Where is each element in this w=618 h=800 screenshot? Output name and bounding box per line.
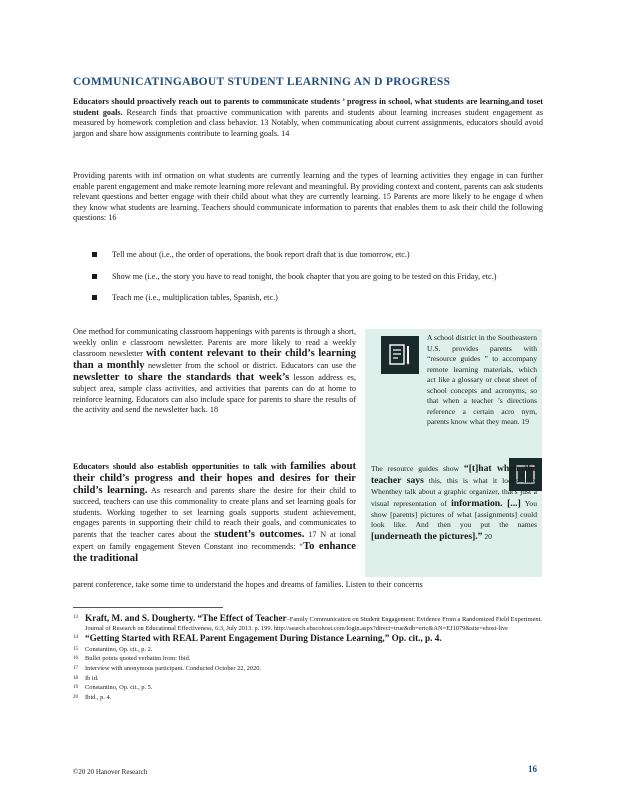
callout-part: 20 bbox=[482, 531, 492, 541]
paragraph-4-emphasis: families about their child’s progress and their hopes and desires for their child’s learning. bbox=[73, 461, 357, 496]
footnote bbox=[73, 694, 543, 703]
footnote-text: Constantino, Op. cit., p. 2. bbox=[85, 645, 153, 653]
callout-part: this, this is what it looks like. Whenthey talk about a graphic organizer, that's just a visual representation of bbox=[371, 476, 537, 508]
footnote-number: 19 bbox=[73, 685, 78, 691]
footnote bbox=[73, 655, 543, 664]
footnote bbox=[73, 665, 543, 674]
footnote bbox=[73, 634, 543, 645]
callout-text-1: A school district in the Southeastern U.S. provides parents with “resource guides ” to accompany remote learning materials, which act like a glossary or cheat sheet of school concepts and acronyms, so that when a teacher ’s directions reference a certain acro nym, parents know what they mean. 19 bbox=[427, 333, 537, 426]
footnote-text: Ib id. bbox=[85, 674, 99, 682]
callout-emphasis: [underneath the pictures].” bbox=[371, 530, 483, 542]
page-number: 16 bbox=[528, 764, 537, 774]
footnote-text: Kraft, M. and S. Dougherty. “The Effect of Teacher bbox=[85, 613, 287, 623]
paragraph-3-part: newsletter from the school or district. Educators can use the bbox=[147, 361, 357, 371]
paragraph-4-emphasis: student’s outcomes. bbox=[214, 528, 305, 540]
footnote-number: 17 bbox=[73, 665, 78, 671]
paragraph-3-emphasis: with content relevant to their child’s learning than a monthly bbox=[73, 348, 357, 372]
footnote-number: 13 bbox=[73, 615, 78, 620]
footnotes bbox=[73, 614, 543, 703]
footnote-number: 16 bbox=[73, 656, 78, 662]
paragraph-1-lead: Educators should proactively reach out to parents to communicate students ’ progress in school, what students are learning,and toset student goals. bbox=[73, 97, 543, 117]
paragraph-2: Providing parents with inf ormation on what students are currently learning and the types of learning activities they engage in can further enable parent engagement and make remote learning more relevant and meaningful. By providing context and content, parents can ask students relevant questions and better engage with their child about what they are currently learning. 15 Parents are more likely to be engage d when they know what students are learning. Teachers should communicate information to parents that enables them to ask their child the following questions: 16 bbox=[73, 171, 543, 223]
paragraph-4-part: As research and parents share the desire for their child to succeed, teachers can use this commonality to create plans and set learning goals for students. Working together to set learning goals supports student achievement, engages parents in supporting their child to reach their goals, and communicates to parents that the teacher cares about the bbox=[73, 486, 356, 539]
footnote-number: 18 bbox=[73, 675, 78, 681]
paragraph-4-emphasis: To enhance the traditional bbox=[73, 540, 356, 564]
document-pencil-icon bbox=[381, 336, 419, 374]
callout-text-2 bbox=[371, 463, 537, 543]
footnote-text: “Getting Started with REAL Parent bbox=[85, 633, 227, 644]
footnote-text: Ibid., p. 4. bbox=[85, 693, 112, 701]
footnote bbox=[73, 675, 543, 684]
section-heading: COMMUNICATINGABOUT STUDENT LEARNING AN D PROGRESS bbox=[73, 76, 451, 88]
footnote-text: Journal of Research on Educational Effectiveness, 6:3, July 2013. p. 199. http://search.ebscohost.com/login.aspx?direct=true&db=eric&AN=EJ1079&site=ehost-live bbox=[85, 624, 509, 632]
footnote-text: –Family Communication on Student Engagement: Evidence From a Randomized Field Experiment. bbox=[286, 616, 542, 623]
paragraph-1-body: Research finds that proactive communication with parents and students about learning increases student engagement as measured by homework completion and class behavior. 13 Notably, when communicating about current assignments, educators should avoid jargon and share how assignments contribute to learning goals. 14 bbox=[73, 107, 543, 138]
footnote bbox=[73, 614, 543, 633]
paragraph-4-continued: parent conference, take some time to understand the hopes and dreams of families. Listen to their concerns bbox=[73, 580, 423, 589]
paragraph-4-lead: Educators should also establish opportunities to talk with bbox=[73, 462, 287, 471]
callout-emphasis: information. [...] bbox=[451, 497, 521, 509]
list-item: Show me (i.e., the story you have to read tonight, the book chapter that you are going to be tested on this Friday, etc.) bbox=[92, 272, 542, 283]
paragraph-4 bbox=[73, 461, 356, 565]
footnote-number: 14 bbox=[73, 635, 78, 641]
copyright-footer: ©20 20 Hanover Research bbox=[73, 768, 148, 776]
footnote-text: Bullet points quoted verbatim from: Ibid. bbox=[85, 655, 191, 663]
footnote bbox=[73, 684, 543, 693]
callout-part: You show [parents] pictures of what [assignments] could look like. And then you put the names bbox=[371, 498, 538, 529]
footnote bbox=[73, 646, 543, 655]
callout-part: The resource guides show bbox=[371, 464, 460, 473]
footnote-text: Engagement During Distance Learning,” Op. cit., p. 4. bbox=[226, 633, 442, 644]
question-list bbox=[92, 250, 542, 315]
paragraph-1 bbox=[73, 97, 543, 139]
paragraph-3 bbox=[73, 327, 356, 416]
paragraph-3-emphasis: newsletter to share the standards that week’s bbox=[73, 372, 290, 384]
footnote-divider bbox=[73, 607, 223, 608]
callout-emphasis: “[t]hat when the teacher says bbox=[371, 463, 537, 486]
footnote-text: Interview with anonymous participant. Conducted October 22, 2020. bbox=[85, 664, 262, 672]
paragraph-3-part: One method for communicating classroom happenings with parents is through a short, weekly onlin e classroom newsletter. Parents are more likely to read a weekly classroom newsletter bbox=[73, 327, 356, 359]
paragraph-3-part: lesson address es, subject area, sample class activities, and activities that parents can do at home to reinforce learning. Educators can also include space for parents to share the results of the activity and send the newsletter back. 18 bbox=[73, 373, 357, 415]
paragraph-4-part: 17 N at ional expert on family engagement Steven Constant ino recommends: “ bbox=[73, 529, 357, 551]
footnote-number: 20 bbox=[73, 694, 78, 700]
list-item: Teach me (i.e., multiplication tables, Spanish, etc.) bbox=[92, 293, 542, 304]
footnote-text: Constantino, Op. cit., p. 5. bbox=[85, 684, 153, 692]
footnote-number: 15 bbox=[73, 646, 78, 652]
list-item: Tell me about (i.e., the order of operations, the book report draft that is due tomorrow, etc.) bbox=[92, 250, 542, 261]
